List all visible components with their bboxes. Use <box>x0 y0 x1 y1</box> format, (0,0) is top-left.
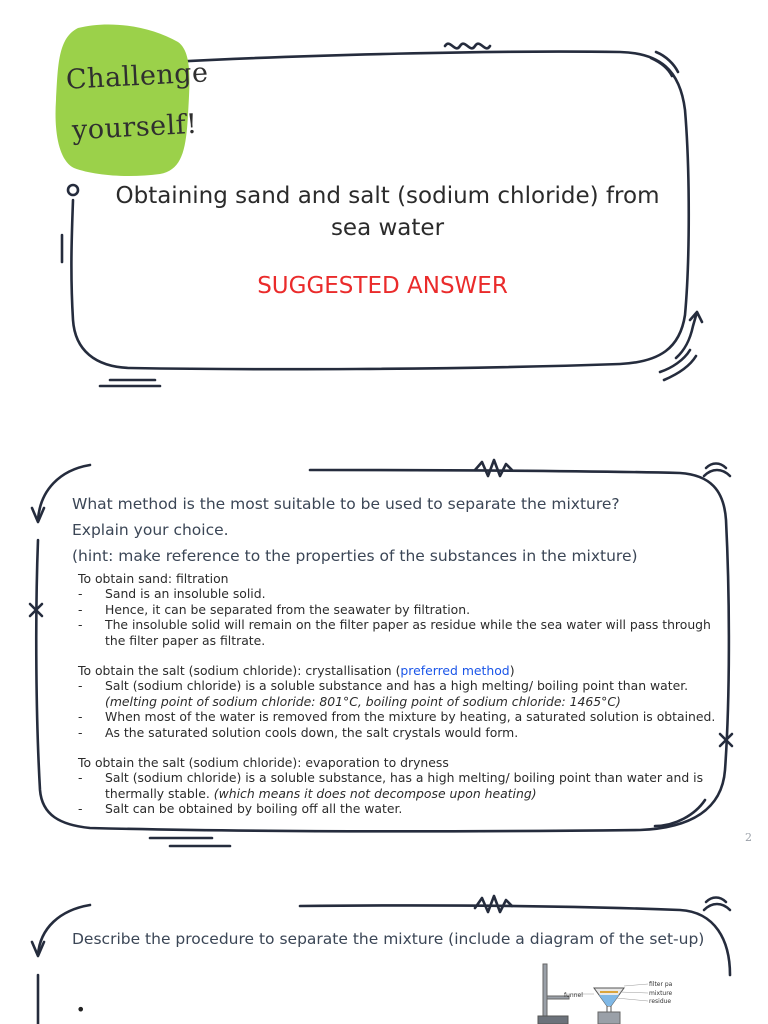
preferred-method-label: preferred method <box>400 663 510 679</box>
crystallisation-bullet-1 <box>105 678 728 709</box>
diagram-label-funnel: funnel <box>564 992 583 999</box>
question-block <box>72 491 722 569</box>
list-item <box>78 725 728 740</box>
crystallisation-heading-close: ) <box>509 663 515 679</box>
suggested-answer-heading: SUGGESTED ANSWER <box>257 273 508 299</box>
list-item <box>78 678 728 709</box>
dash-marker: - <box>78 724 83 740</box>
sand-heading: To obtain sand: filtration <box>78 571 229 586</box>
diagram-label-mixture: mixture <box>649 990 673 997</box>
challenge-title-line2: yourself! <box>71 108 199 147</box>
dash-marker: - <box>78 586 83 602</box>
crystallisation-bullet-3: As the saturated solution cools down, the salt crystals would form. <box>105 724 519 740</box>
dash-marker: - <box>78 678 83 694</box>
dash-marker: - <box>78 601 83 617</box>
page-title: Obtaining sand and salt (sodium chloride) from sea water <box>115 183 660 241</box>
challenge-title-line1: Challenge <box>65 57 210 96</box>
challenge-badge-blob <box>50 20 195 180</box>
crystallisation-heading <box>78 663 728 678</box>
evaporation-bullet-1-note: (which means it does not decompose upon heating) <box>213 785 537 801</box>
sand-bullet-3: The insoluble solid will remain on the filter paper as residue while the sea water will pass through the filter paper as filtrate. <box>105 617 711 648</box>
crystallisation-heading-text: To obtain the salt (sodium chloride): crystallisation ( <box>78 663 401 679</box>
procedure-prompt: Describe the procedure to separate the mixture (include a diagram of the set-up) <box>72 930 705 948</box>
crystallisation-bullet-2: When most of the water is removed from the mixture by heating, a saturated solution is obtained. <box>105 709 716 725</box>
dash-marker: - <box>78 801 83 817</box>
sand-bullet-1: Sand is an insoluble solid. <box>105 586 266 602</box>
page-number: 2 <box>745 831 752 844</box>
question-hint: (hint: make reference to the properties of the substances in the mixture) <box>72 547 638 565</box>
evaporation-bullet-1-text: Salt (sodium chloride) is a soluble substance, has a high melting/ boiling point than water and is thermally stable. <box>105 770 704 801</box>
crystallisation-bullet-1-note: (melting point of sodium chloride: 801°C, boiling point of sodium chloride: 1465°C) <box>105 693 621 709</box>
filtration-diagram <box>536 958 686 1024</box>
answer-bullet: • <box>76 1000 86 1019</box>
list-item <box>78 801 728 816</box>
answer-block <box>78 571 728 817</box>
question-line1: What method is the most suitable to be used to separate the mixture? <box>72 495 620 513</box>
evaporation-bullet-1 <box>105 770 728 801</box>
evaporation-bullet-2: Salt can be obtained by boiling off all the water. <box>105 801 403 817</box>
dash-marker: - <box>78 770 83 786</box>
question-line2: Explain your choice. <box>72 521 229 539</box>
list-item <box>78 709 728 724</box>
list-item <box>78 602 728 617</box>
list-item <box>78 586 728 601</box>
diagram-label-filter-paper: filter pa <box>649 981 673 988</box>
crystallisation-bullet-1-text: Salt (sodium chloride) is a soluble substance and has a high melting/ boiling point than water. <box>105 678 689 694</box>
dash-marker: - <box>78 709 83 725</box>
dash-marker: - <box>78 617 83 633</box>
evaporation-heading: To obtain the salt (sodium chloride): evaporation to dryness <box>78 755 449 771</box>
diagram-label-residue: residue <box>649 998 672 1005</box>
list-item <box>78 617 728 648</box>
list-item <box>78 770 728 801</box>
sand-bullet-2: Hence, it can be separated from the seawater by filtration. <box>105 601 471 617</box>
